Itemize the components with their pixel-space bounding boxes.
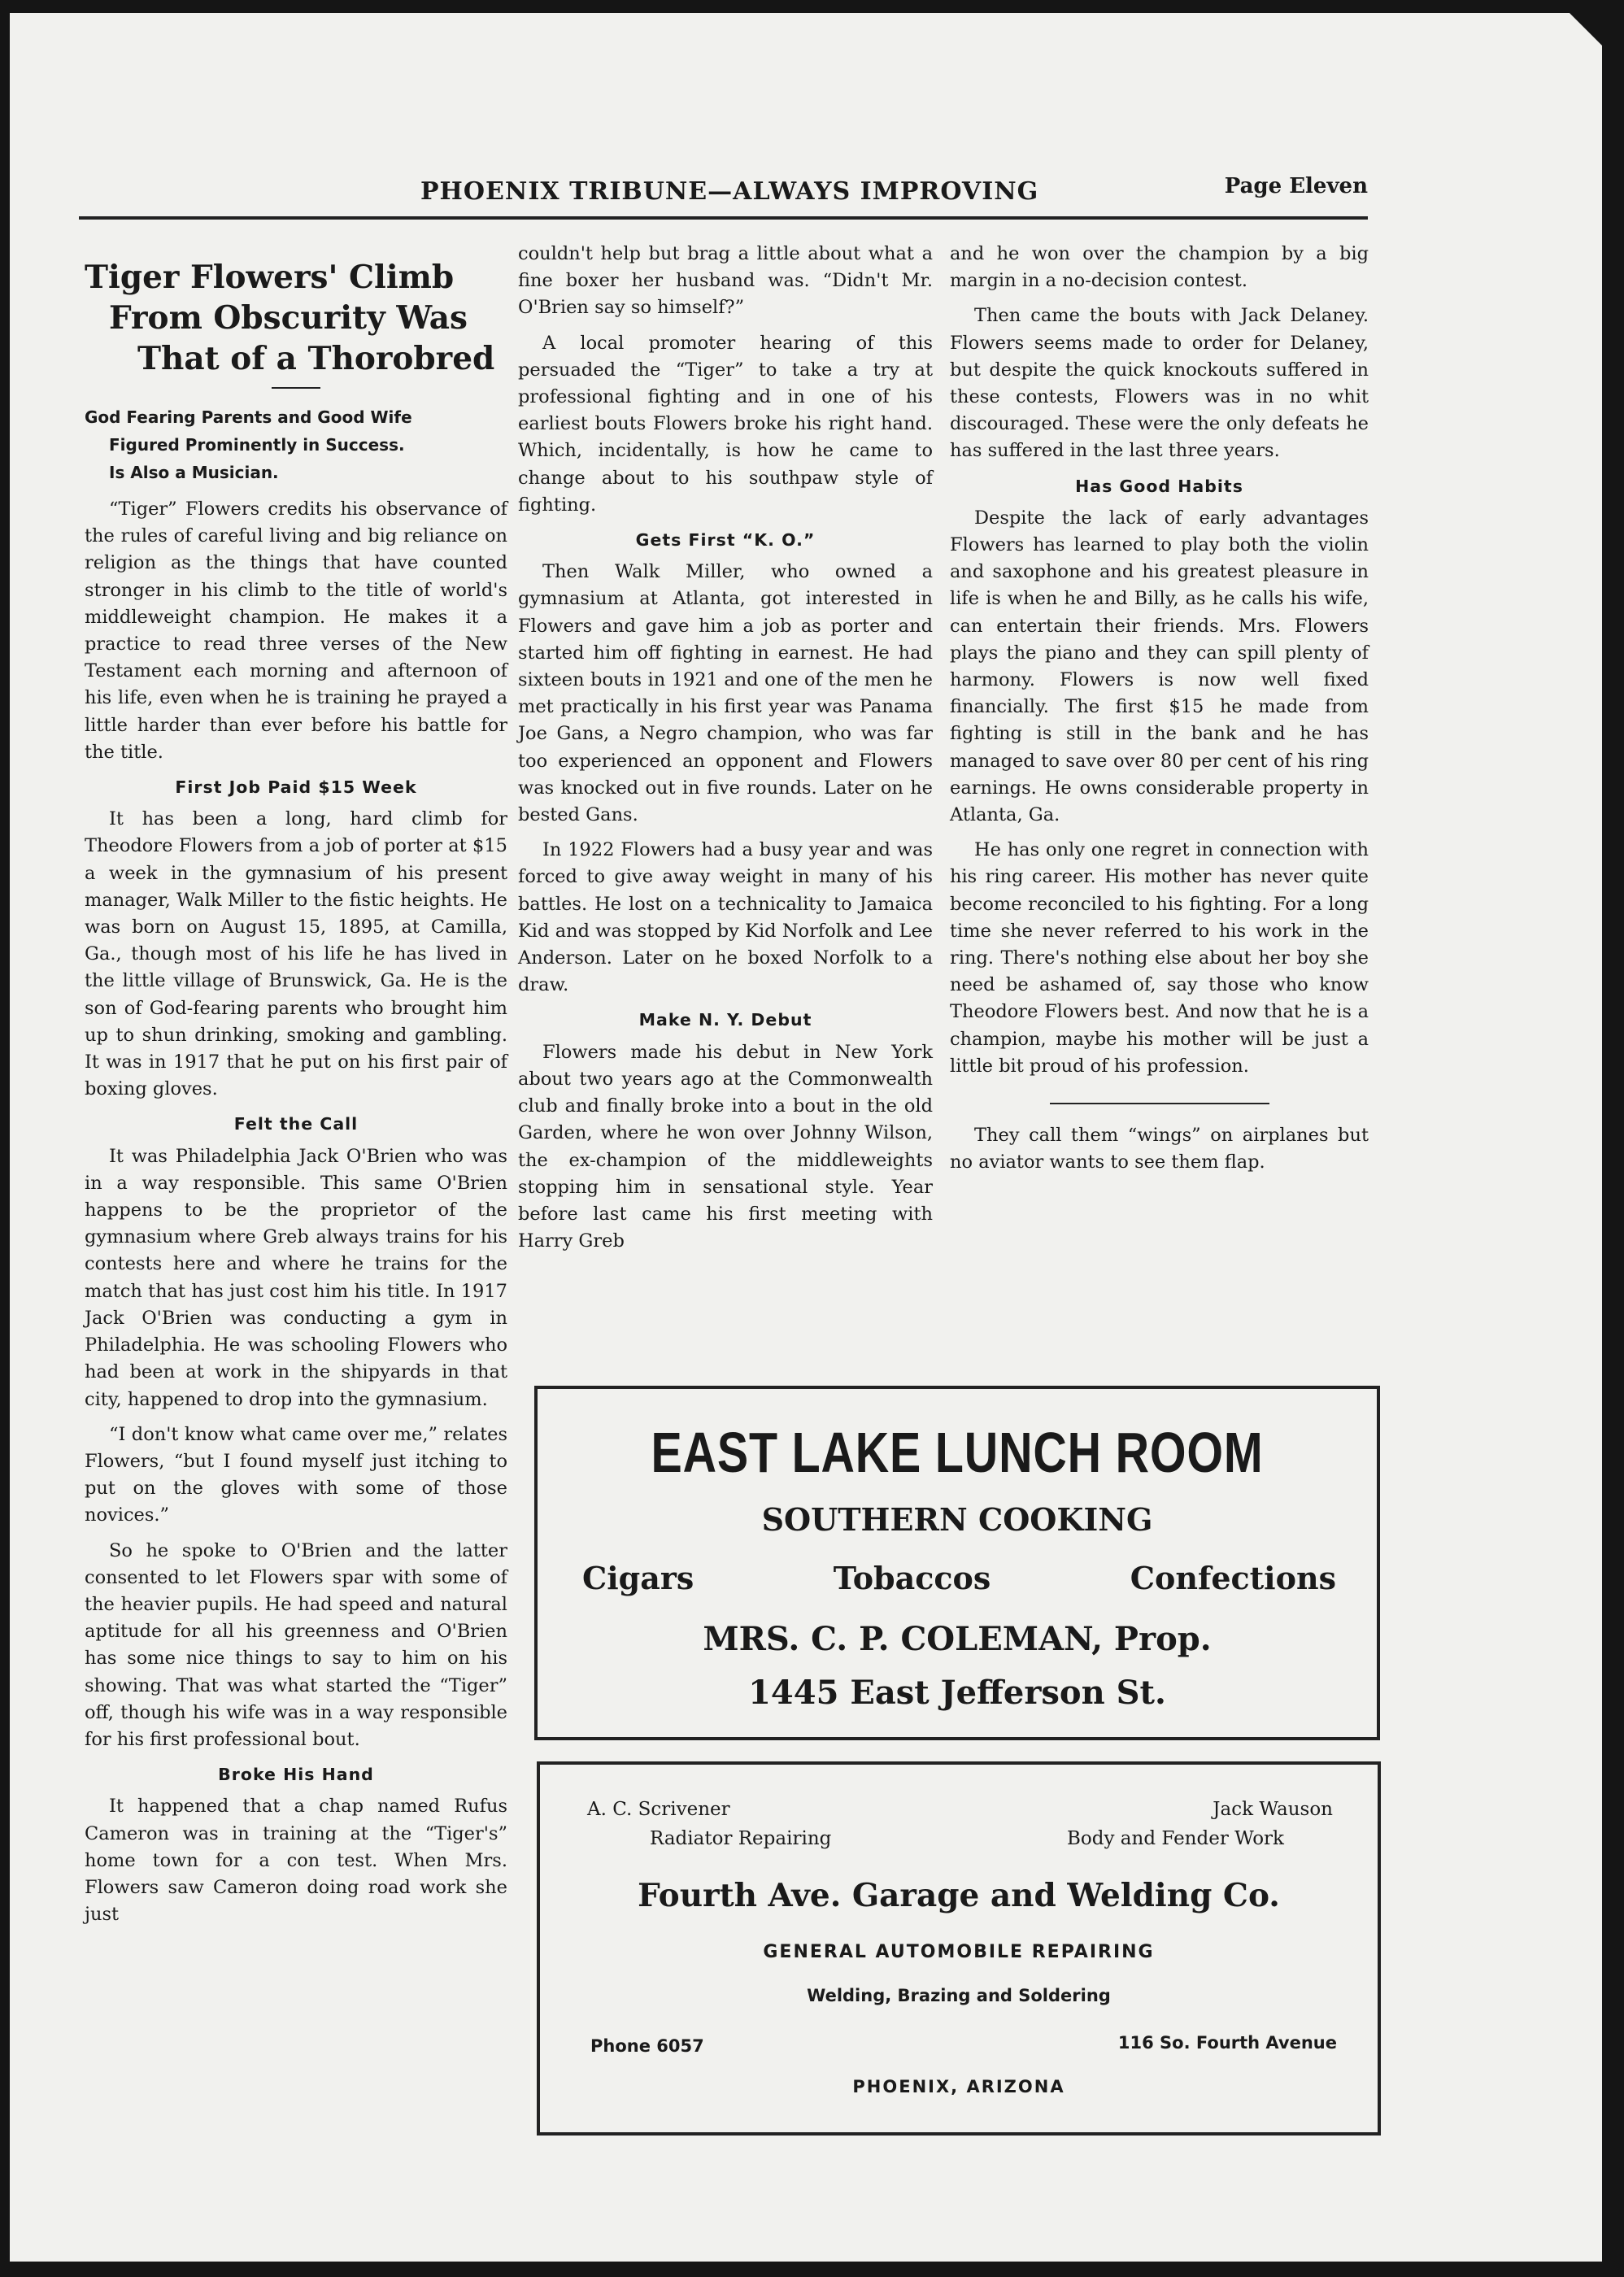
ad-left-name: A. C. Scrivener — [587, 1799, 730, 1820]
article-paragraph: “Tiger” Flowers credits his observance of the rules of careful living and big reliance on religion as the things that have counted stronger in his climb to the title of world's middleweight champion. He makes it a practice to read three verses of the New Testament each morning and afternoon of his life, even when he is training he prayed a little harder than ever before his battle for the title. — [85, 499, 507, 763]
ad-item: Cigars — [582, 1560, 694, 1596]
article-paragraph: In 1922 Flowers had a busy year and was forced to give away weight in many of his battles. He lost on a technicality to Jamaica Kid and was stopped by Kid Norfolk and Lee Anderson. Later on he boxed Norfolk to a draw. — [518, 839, 933, 996]
column-2-body — [518, 241, 933, 1255]
article-paragraph: A local promoter hearing of this persuaded the “Tiger” to take a try at professional fighting and in one of his earliest bouts Flowers broke his right hand. Which, incidentally, is how he came to change about to his southpaw style of fighting. — [518, 332, 933, 516]
ad-item: Confections — [1130, 1560, 1336, 1596]
headline-rule — [272, 387, 320, 389]
deck-line: Figured Prominently in Success. — [109, 435, 405, 455]
filler-paragraph: They call them “wings” on airplanes but no aviator wants to see them flap. — [950, 1125, 1369, 1173]
deck-line: Is Also a Musician. — [109, 463, 279, 482]
ad-street-address: 116 So. Fourth Avenue — [1117, 2033, 1337, 2053]
ad-business-name: Fourth Ave. Garage and Welding Co. — [638, 1877, 1280, 1914]
ad-left-service: Radiator Repairing — [650, 1828, 832, 1849]
section-subhead: Felt the Call — [233, 1114, 359, 1134]
ad-fourth-ave-garage — [537, 1761, 1381, 2136]
article-paragraph: It was Philadelphia Jack O'Brien who was in a way responsible. This same O'Brien happens to be the proprietor of the gymnasium where Greb always trains for his contests here and where he trains for the match that has just cost him his title. In 1917 Jack O'Brien was conducting a gym in Philadelphia. He was schooling Flowers who had been at work in the shipyards in that city, happened to drop into the gymnasium. — [85, 1145, 507, 1410]
article-headline — [85, 257, 507, 379]
deck-line: God Fearing Parents and Good Wife — [85, 407, 412, 427]
masthead-title: PHOENIX TRIBUNE—ALWAYS IMPROVING — [420, 177, 1039, 206]
ad-right-name: Jack Wauson — [1213, 1799, 1333, 1820]
article-paragraph: couldn't help but brag a little about what a fine boxer her husband was. “Didn't Mr. O'Brien say so himself?” — [518, 243, 933, 319]
headline-line: Tiger Flowers' Climb — [85, 259, 455, 296]
column-1-body — [85, 496, 507, 1928]
page-number: Page Eleven — [1224, 174, 1368, 198]
article-paragraph: Then came the bouts with Jack Delaney. Flowers seems made to order for Delaney, but despite the quick knockouts suffered in these contests, Flowers was in no whit discouraged. These were the only defeats he has suffered in the last three years. — [950, 305, 1369, 462]
ad-item: Tobaccos — [833, 1560, 991, 1596]
article-paragraph: Despite the lack of early advantages Flowers has learned to play both the violin and saxophone and his greatest pleasure in life is when he and Billy, as he calls his wife, can entertain their friends. Mrs. Flowers plays the piano and they can spill plenty of harmony. Flowers is now well fixed financially. The first $15 he made from fighting is still in the bank and he has managed to save over 80 per cent of his ring earnings. He owns considerable property in Atlanta, Ga. — [950, 507, 1369, 826]
newspaper-page — [10, 13, 1602, 2262]
page-header — [79, 168, 1368, 220]
article-column-2 — [518, 241, 933, 1263]
ad-business-name: EAST LAKE LUNCH ROOM — [651, 1421, 1264, 1484]
article-paragraph: Flowers made his debut in New York about two years ago at the Commonwealth club and finally broke into a bout in the old Garden, where he won over Johnny Wilson, the ex-champion of the middleweights stopping him in sensational style. Year before last came his first meeting with Harry Greb — [518, 1041, 933, 1252]
ad-tagline: SOUTHERN COOKING — [761, 1501, 1153, 1538]
section-subhead: Has Good Habits — [1075, 476, 1243, 496]
separator-rule — [1050, 1103, 1269, 1104]
ad-proprietor: MRS. C. P. COLEMAN, Prop. — [703, 1620, 1212, 1658]
section-subhead: First Job Paid $15 Week — [175, 777, 417, 798]
article-column-3 — [950, 241, 1369, 1185]
section-subhead: Gets First “K. O.” — [635, 530, 816, 551]
article-deck — [85, 403, 507, 486]
section-subhead: Make N. Y. Debut — [638, 1010, 812, 1030]
article-paragraph: “I don't know what came over me,” relates Flowers, “but I found myself just itching to put on the gloves with some of those novices.” — [85, 1423, 507, 1526]
ad-items-row — [582, 1560, 1336, 1596]
section-subhead: Broke His Hand — [218, 1765, 374, 1785]
article-paragraph: So he spoke to O'Brien and the latter consented to let Flowers spar with some of the heavier pupils. He had speed and natural aptitude for all his greenness and O'Brien has some nice things to say to him on his showing. That was what started the “Tiger” off, though his wife was in a way responsible for his first professional bout. — [85, 1539, 507, 1750]
article-column-1 — [85, 241, 507, 1936]
page-corner-fold — [1570, 13, 1602, 46]
headline-line: That of a Thorobred — [137, 340, 495, 377]
headline-line: From Obscurity Was — [109, 299, 468, 337]
ad-general-service: GENERAL AUTOMOBILE REPAIRING — [763, 1942, 1155, 1962]
article-paragraph: Then Walk Miller, who owned a gymnasium at Atlanta, got interested in Flowers and gave him a job as porter and started him off fighting in earnest. He had sixteen bouts in 1921 and one of the men he met practically in his first year was Panama Joe Gans, a Negro champion, who was far too experienced an opponent and Flowers was knocked out in five rounds. Later on he bested Gans. — [518, 561, 933, 826]
ad-right-service: Body and Fender Work — [1067, 1828, 1284, 1849]
article-paragraph: It happened that a chap named Rufus Cameron was in training at the “Tiger's” home town for a con test. When Mrs. Flowers saw Cameron doing road work she just — [85, 1796, 507, 1926]
ad-address: 1445 East Jefferson St. — [748, 1674, 1166, 1712]
column-3-body — [950, 241, 1369, 1080]
ad-east-lake-lunch-room — [534, 1386, 1380, 1740]
article-paragraph: and he won over the champion by a big margin in a no-decision contest. — [950, 243, 1369, 292]
ad-welding-services: Welding, Brazing and Soldering — [807, 1986, 1111, 2005]
ad-city: PHOENIX, ARIZONA — [852, 2077, 1065, 2096]
article-paragraph: It has been a long, hard climb for Theodore Flowers from a job of porter at $15 a week in the gymnasium of his present manager, Walk Miller to the fistic heights. He was born on August 15, 1895, at Camilla, Ga., though most of his life he has lived in the little village of Brunswick, Ga. He is the son of God-fearing parents who brought him up to shun drinking, smoking and gambling. It was in 1917 that he put on his first pair of boxing gloves. — [85, 808, 507, 1100]
article-paragraph: He has only one regret in connection with his ring career. His mother has never quite become reconciled to his fighting. For a long time she never referred to his work in the ring. There's nothing else about her boy she need be ashamed of, say those who know Theodore Flowers best. And now that he is a champion, maybe his mother will be just a little bit proud of his profession. — [950, 839, 1369, 1077]
ad-phone: Phone 6057 — [590, 2036, 704, 2056]
